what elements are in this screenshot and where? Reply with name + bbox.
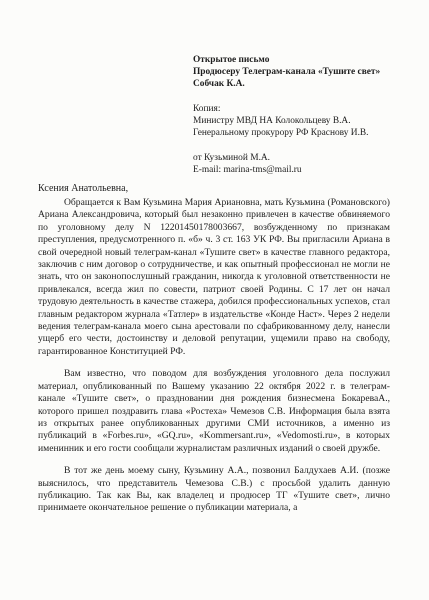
letter-title: Открытое письмо xyxy=(193,55,270,65)
addressee-line: Продюсеру Телеграм-канала «Тушите свет» xyxy=(193,67,381,77)
body-paragraph-1: Обращается к Вам Кузьмина Мария Ариановна, мать Кузьмина (Романовского) Ариана Александровича, который был незаконно привлечен в качестве обвиняемого по уголовному делу N 12201450178003667, возбужденному по признакам преступления, предусмотренного п. «б» ч. 3 ст. 163 УК РФ. Вы пригласили Ариана в свой очередной новый телеграм-канал «Тушите свет» в качестве главного редактора, заключив с ним договор о сотрудничестве, и как опытный профессионал не могли не знать, что он законопослушный гражданин, никогда к уголовной ответственности не привлекался, всегда жил по совести, патриот своей Родины. С 17 лет он начал трудовую деятельность в качестве стажера, добился профессиональных успехов, стал главным редактором журнала «Татлер» в издательстве «Конде Наст». Через 2 недели ведения телеграм-канала моего сына арестовали по сфабрикованному делу, нанесли ущерб его чести, достоинству и деловой репутации, ущемили право на свободу, гарантированное Конституцией РФ. xyxy=(38,197,390,357)
letter-header xyxy=(193,54,423,176)
sender-line: от Кузьминой М.А. xyxy=(193,153,271,163)
copy-recipient-2: Генеральному прокурору РФ Краснову И.В. xyxy=(193,128,369,138)
addressee-name: Собчак К.А. xyxy=(193,79,245,89)
body-paragraph-2: Вам известно, что поводом для возбуждения уголовного дела послужил материал, опубликованный по Вашему указанию 22 октября 2022 г. в телеграм-канале «Тушите свет», о праздновании дня рождения бизнесмена БокареваА., которого пришел поздравить глава «Ростеха» Чемезов С.В. Информация была взята из открытых ранее опубликованных другими СМИ источников, а именно из публикаций в «Forbes.ru», «GQ.ru», «Kommersant.ru», «Vedomosti.ru», в которых именинник и его гости сообщали журналистам различных изданий о своей дружбе. xyxy=(38,368,390,454)
letter-body xyxy=(38,197,390,515)
salutation: Ксения Анатольевна, xyxy=(38,183,129,194)
sender-email: E-mail: marina-tms@mail.ru xyxy=(193,165,302,175)
copy-recipient-1: Министру МВД НА Колокольцеву В.А. xyxy=(193,116,351,126)
copy-label: Копия: xyxy=(193,104,221,114)
body-paragraph-3: В тот же день моему сыну, Кузьмину А.А., позвонил Балдухаев А.И. (позже выяснилось, что представитель Чемезова С.В.) с просьбой удалить данную публикацию. Так как Вы, как владелец и продюсер ТГ «Тушите свет», лично принимаете окончательное решение о публикации материала, а xyxy=(38,465,390,514)
